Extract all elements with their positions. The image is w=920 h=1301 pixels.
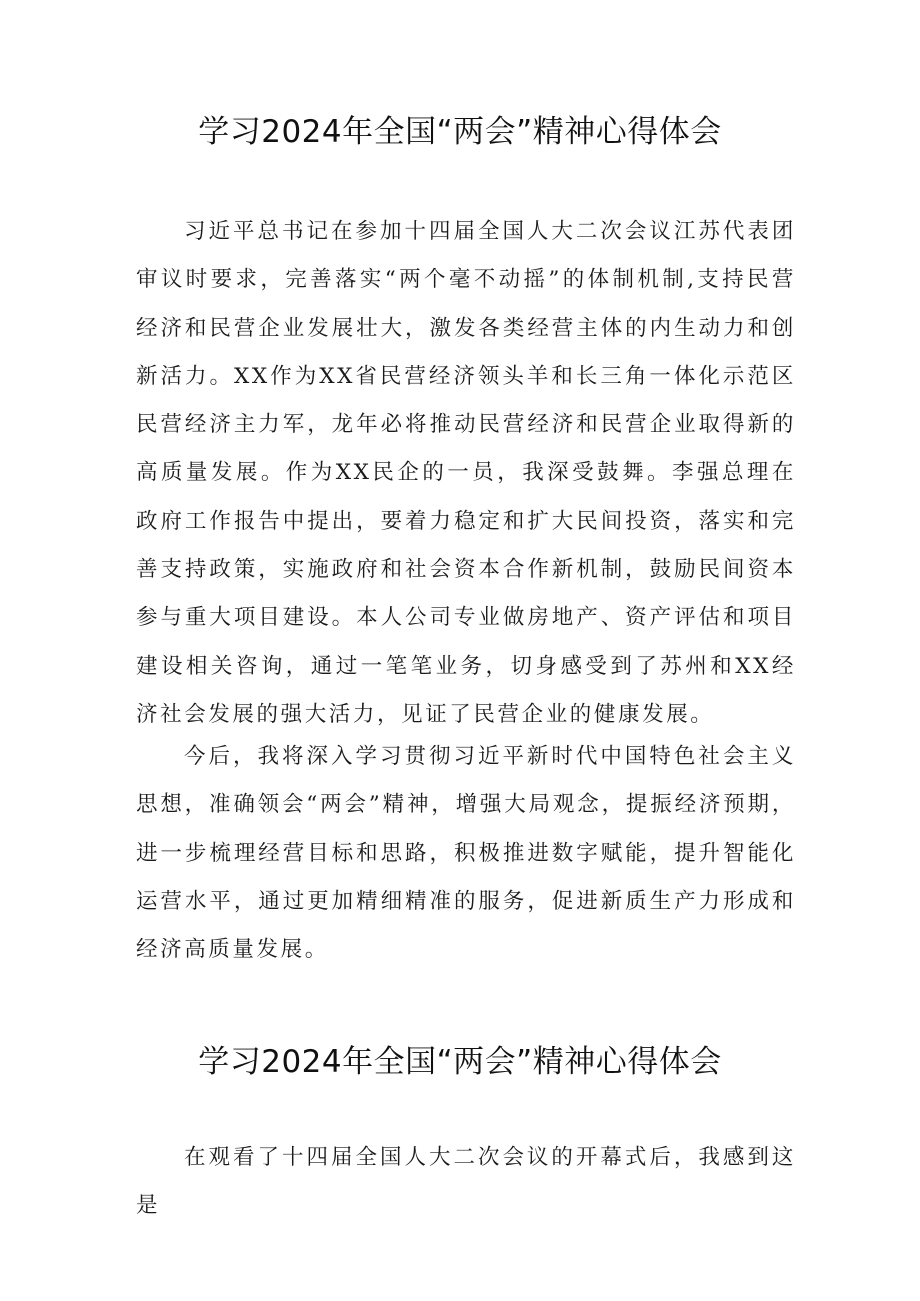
body-paragraph: 在观看了十四届全国人大二次会议的开幕式后，我感到这是: [136, 1145, 796, 1219]
body-paragraph: 习近平总书记在参加十四届全国人大二次会议江苏代表团审议时要求，完善落实“两个毫不动摇”的体制机制,支持民营经济和民营企业发展壮大，激发各类经营主体的内生动力和创新活力。XX作为XX省民营经济领头羊和长三角一体化示范区民营经济主力军，龙年必将推动民营经济和民营企业取得新的高质量发展。作为XX民企的一员，我深受鼓舞。李强总理在政府工作报告中提出，要着力稳定和扩大民间投资，落实和完善支持政策，实施政府和社会资本合作新机制，鼓励民间资本参与重大项目建设。本人公司专业做房地产、资产评估和项目建设相关咨询，通过一笔笔业务，切身感受到了苏州和XX经济社会发展的强大活力，见证了民营企业的健康发展。: [136, 219, 796, 727]
section-title: 学习2024年全国“两会”精神心得体会: [198, 114, 722, 150]
body-paragraph: 今后，我将深入学习贯彻习近平新时代中国特色社会主义思想，准确领会“两会”精神，增强大局观念，提振经济预期，进一步梳理经营目标和思路，积极推进数字赋能，提升智能化运营水平，通过更加精细精准的服务，促进新质生产力形成和经济高质量发展。: [136, 744, 796, 963]
section-title: 学习2024年全国“两会”精神心得体会: [198, 1044, 722, 1080]
